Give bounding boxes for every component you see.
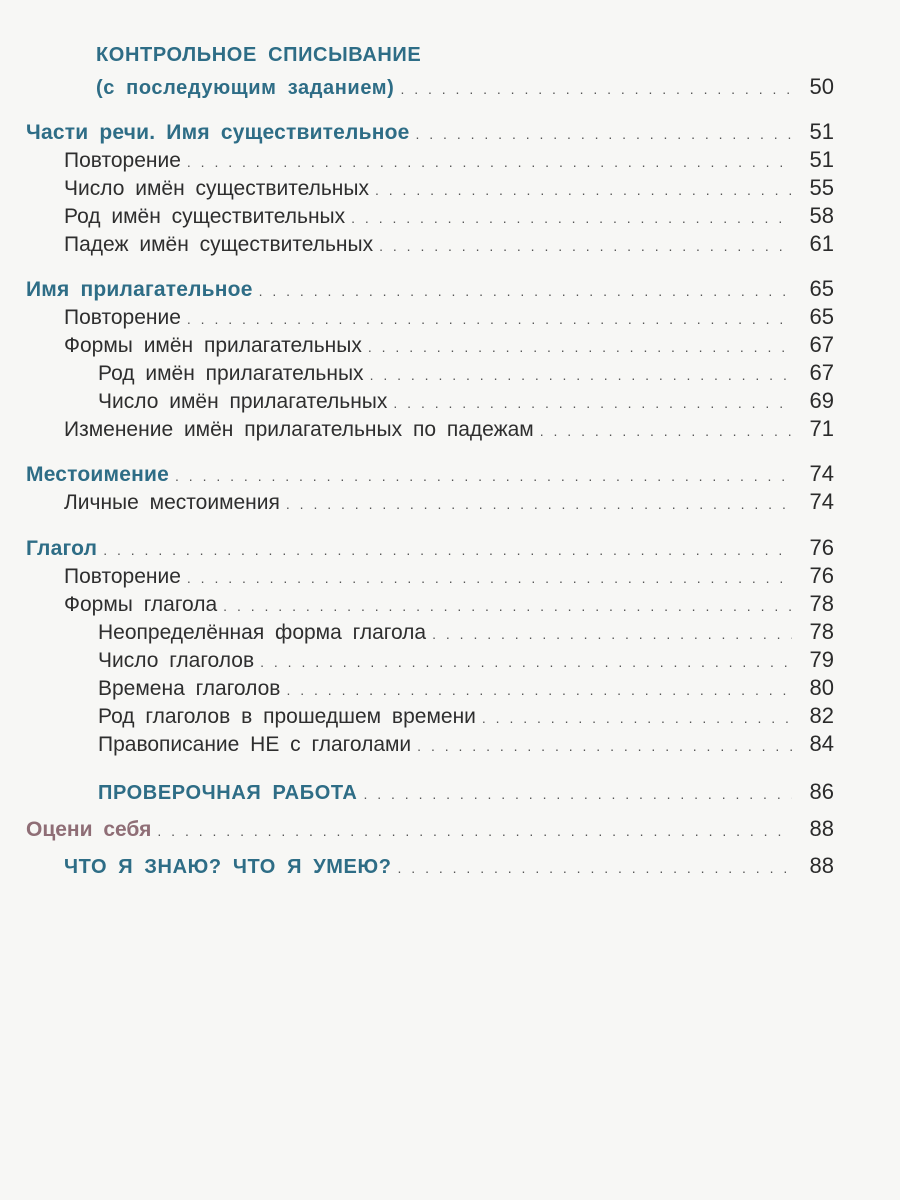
page-number: 84 [809, 731, 834, 756]
toc-entry-self-assess[interactable] [26, 816, 834, 842]
page-number: 65 [809, 276, 834, 301]
dot-leader [363, 786, 792, 802]
entry-title: Правописание НЕ с глаголами [98, 733, 412, 756]
entry-title: Повторение [64, 306, 181, 329]
page-number: 51 [809, 147, 834, 172]
dot-leader [375, 182, 792, 198]
entry-title: Число глаголов [98, 649, 255, 672]
entry-title: Неопределённая форма глагола [98, 621, 427, 644]
entry-title: Род имён существительных [64, 205, 346, 228]
page-number: 69 [809, 388, 834, 413]
toc-entry[interactable] [64, 175, 834, 201]
page-number: 76 [809, 535, 834, 560]
toc-entry[interactable] [98, 703, 834, 729]
dot-leader [187, 570, 792, 586]
control-copy-subtitle: (с последующим заданием) [96, 77, 395, 99]
page-number: 79 [809, 647, 834, 672]
toc-entry[interactable] [98, 619, 834, 645]
dot-leader [415, 126, 792, 142]
toc-entry-check-work[interactable] [98, 779, 834, 805]
toc-entry-control-copy[interactable] [96, 74, 834, 100]
section-title: Части речи. Имя существительное [26, 121, 410, 144]
page-number: 74 [809, 489, 834, 514]
toc-section-adjectives[interactable] [26, 276, 834, 302]
toc-entry[interactable] [98, 675, 834, 701]
dot-leader [398, 860, 792, 876]
page-number: 55 [809, 175, 834, 200]
page-number: 61 [809, 231, 834, 256]
page-number: 82 [809, 703, 834, 728]
toc-entry[interactable] [64, 332, 834, 358]
dot-leader [370, 367, 792, 383]
dot-leader [223, 598, 792, 614]
know-can-title: ЧТО Я ЗНАЮ? ЧТО Я УМЕЮ? [64, 856, 392, 878]
entry-title: Времена глаголов [98, 677, 281, 700]
dot-leader [286, 682, 792, 698]
dot-leader [482, 710, 792, 726]
dot-leader [432, 626, 792, 642]
dot-leader [187, 154, 792, 170]
self-assess-title: Оцени себя [26, 818, 152, 841]
control-copy-title: КОНТРОЛЬНОЕ СПИСЫВАНИЕ [96, 44, 422, 66]
page-number: 76 [809, 563, 834, 588]
page-number: 65 [809, 304, 834, 329]
entry-title: Формы имён прилагательных [64, 334, 362, 357]
page-number: 67 [809, 332, 834, 357]
toc-entry[interactable] [64, 203, 834, 229]
page-number: 88 [809, 816, 834, 841]
dot-leader [103, 542, 792, 558]
toc-section-verb[interactable] [26, 535, 834, 561]
dot-leader [417, 738, 792, 754]
dot-leader [540, 423, 792, 439]
toc-entry[interactable] [64, 231, 834, 257]
section-title: Глагол [26, 537, 98, 560]
page-number: 71 [809, 416, 834, 441]
entry-title: Число имён существительных [64, 177, 369, 200]
page-number: 88 [809, 853, 834, 878]
dot-leader [368, 339, 792, 355]
dot-leader [175, 468, 792, 484]
page-number: 78 [809, 591, 834, 616]
dot-leader [187, 311, 792, 327]
section-title: Имя прилагательное [26, 278, 253, 301]
toc-entry[interactable] [64, 489, 834, 515]
entry-title: Род имён прилагательных [98, 362, 364, 385]
toc-entry[interactable] [64, 304, 834, 330]
dot-leader [157, 823, 792, 839]
toc-entry[interactable] [98, 731, 834, 757]
entry-title: Формы глагола [64, 593, 218, 616]
page-number: 58 [809, 203, 834, 228]
entry-title: Изменение имён прилагательных по падежам [64, 418, 534, 441]
toc-entry[interactable] [64, 563, 834, 589]
entry-title: Повторение [64, 149, 181, 172]
page-number: 74 [809, 461, 834, 486]
entry-title: Повторение [64, 565, 181, 588]
dot-leader [400, 81, 792, 97]
toc-section-nouns[interactable] [26, 119, 834, 145]
check-work-title: ПРОВЕРОЧНАЯ РАБОТА [98, 782, 358, 804]
dot-leader [393, 395, 792, 411]
section-title: Местоимение [26, 463, 170, 486]
page-number: 51 [809, 119, 834, 144]
entry-title: Число имён прилагательных [98, 390, 388, 413]
toc-entry[interactable] [64, 591, 834, 617]
toc-entry[interactable] [64, 147, 834, 173]
dot-leader [351, 210, 792, 226]
toc-entry[interactable] [64, 416, 834, 442]
page-number: 86 [809, 779, 834, 804]
dot-leader [260, 654, 792, 670]
entry-title: Личные местоимения [64, 491, 280, 514]
page-number: 80 [809, 675, 834, 700]
dot-leader [379, 238, 792, 254]
dot-leader [259, 283, 792, 299]
page-number: 78 [809, 619, 834, 644]
toc-entry-know-can[interactable] [64, 853, 834, 879]
entry-title: Род глаголов в прошедшем времени [98, 705, 476, 728]
toc-section-pronoun[interactable] [26, 461, 834, 487]
toc-entry[interactable] [98, 388, 834, 414]
page-number: 67 [809, 360, 834, 385]
toc-entry[interactable] [98, 647, 834, 673]
toc-entry[interactable] [98, 360, 834, 386]
entry-title: Падеж имён существительных [64, 233, 374, 256]
page-number: 50 [809, 74, 834, 99]
dot-leader [286, 496, 792, 512]
